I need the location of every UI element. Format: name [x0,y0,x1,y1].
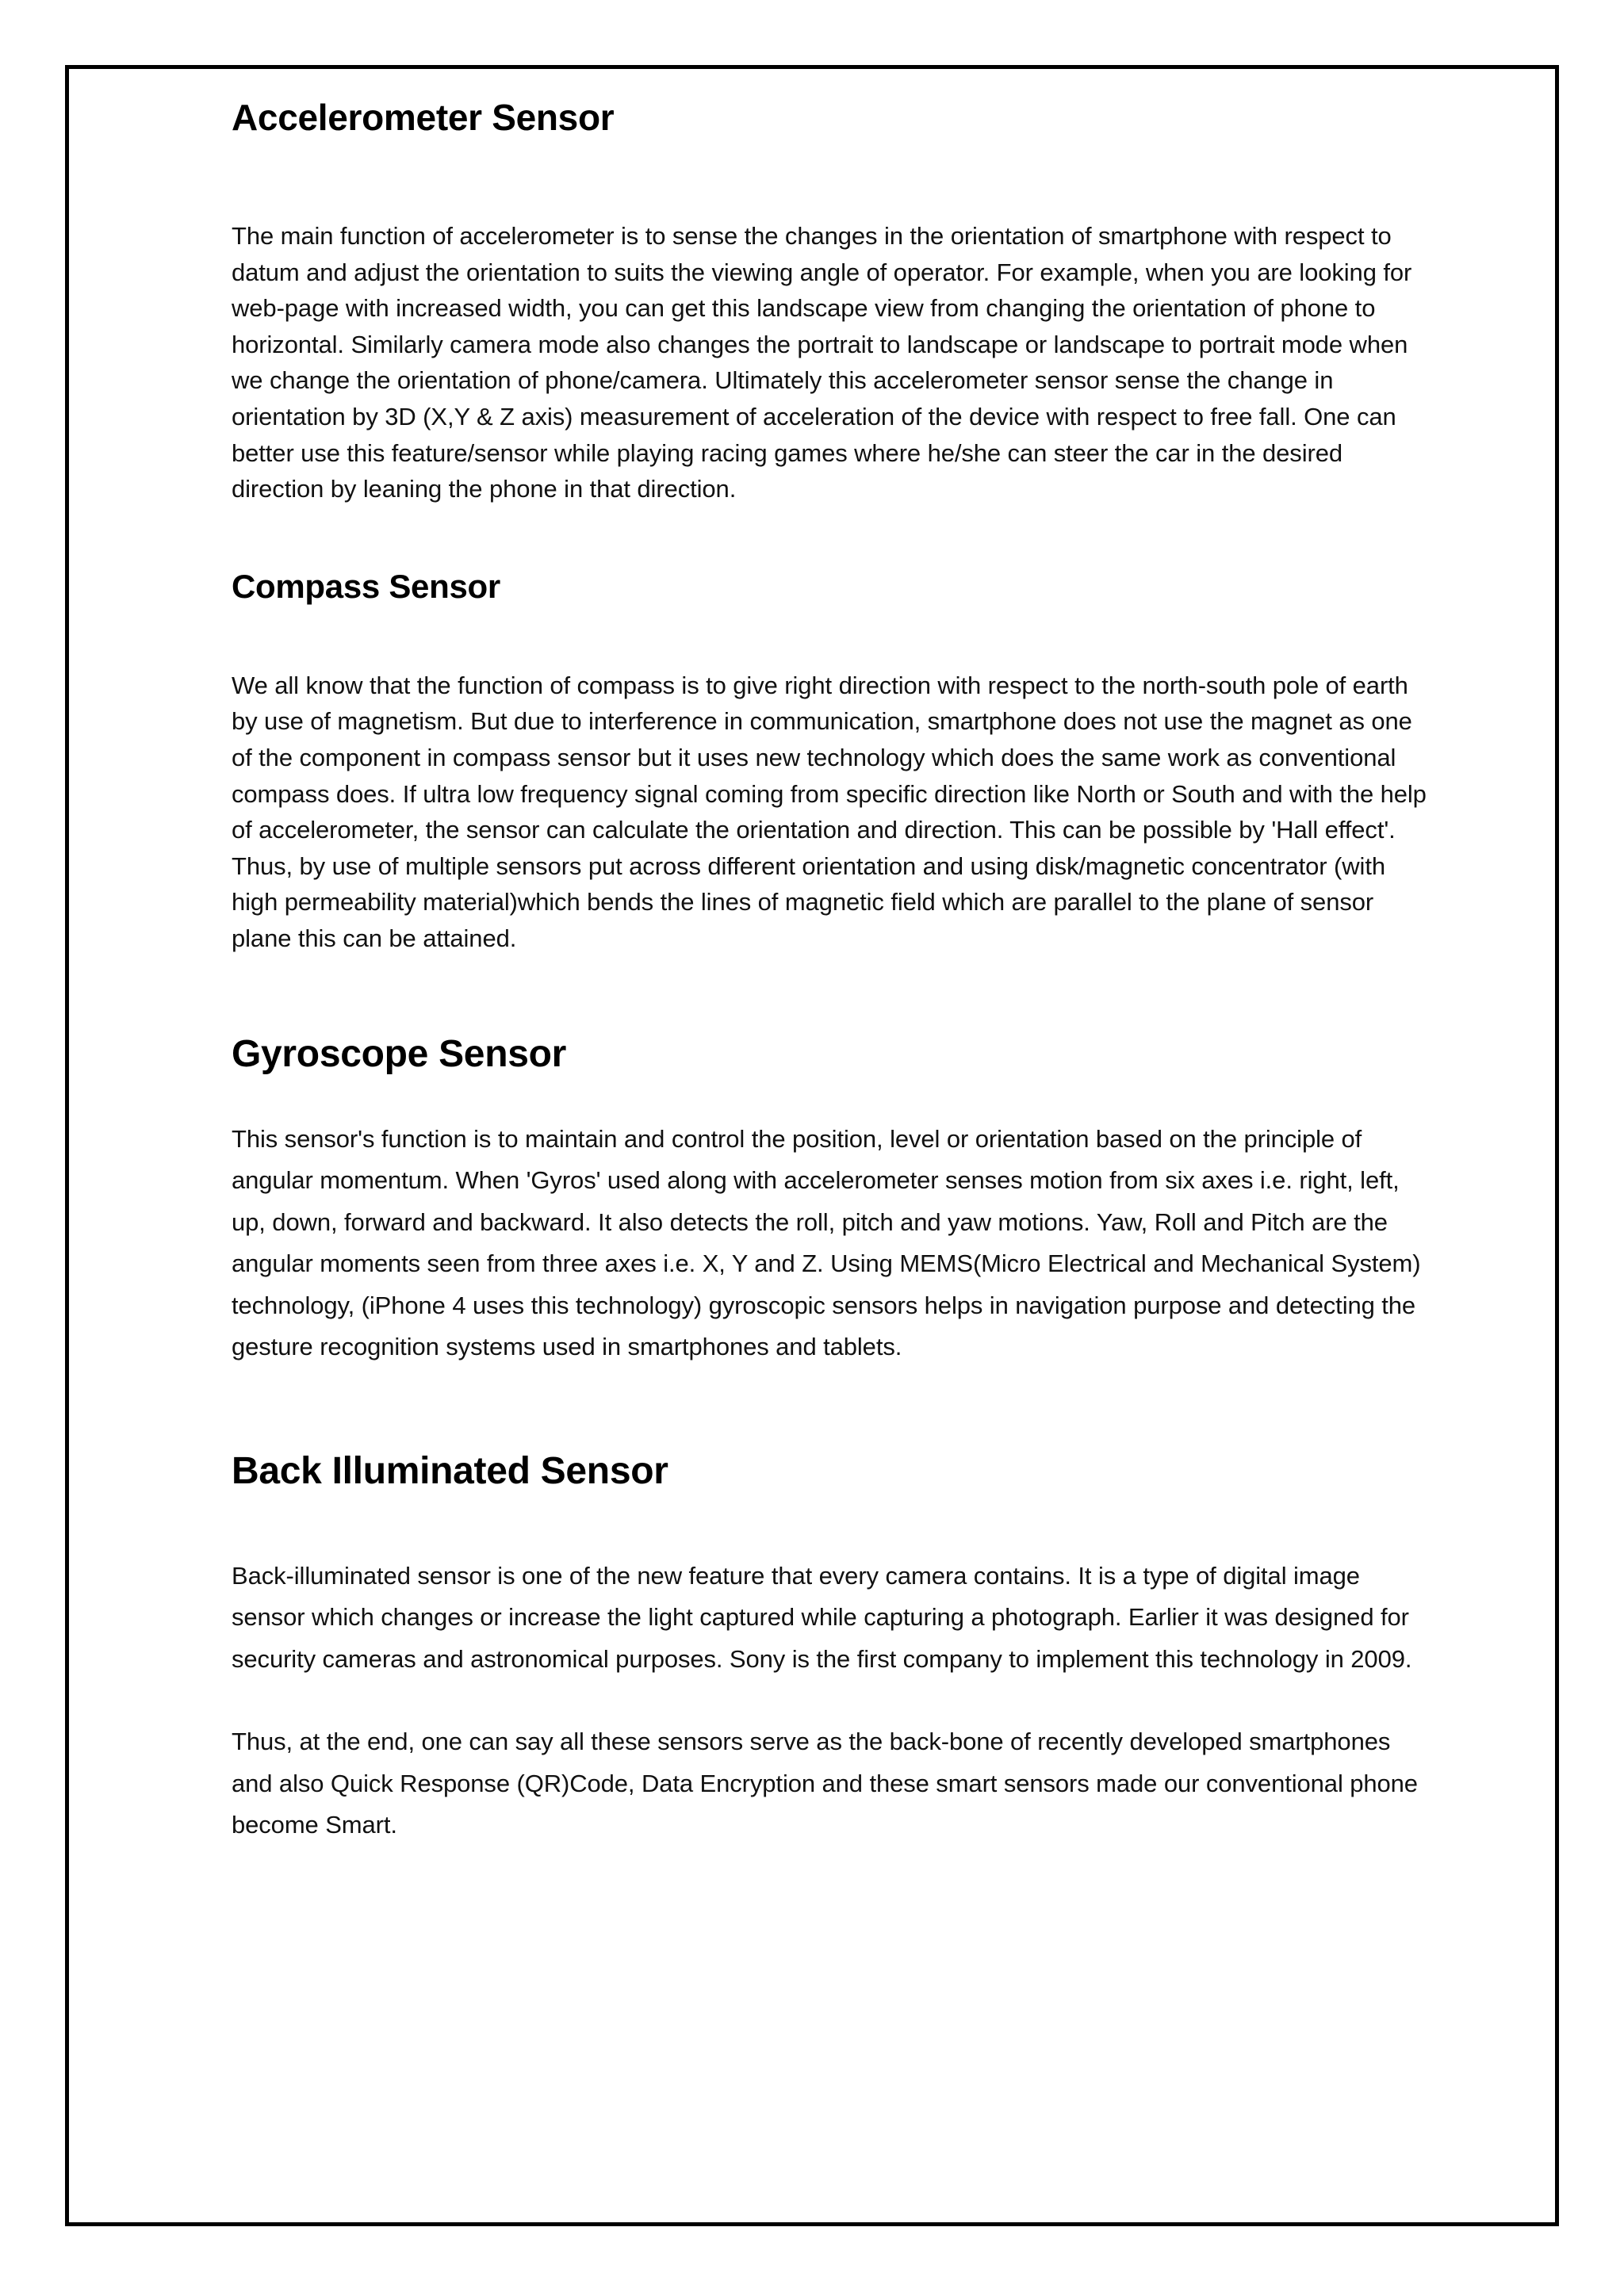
paragraph-conclusion: Thus, at the end, one can say all these sensors serve as the back-bone of recently developed smartphones and also Quick Response (QR)Code, Data Encryption and these smart sensors made our conventional phone become Smart. [232,1728,1418,1839]
paragraph-back-illuminated: Back-illuminated sensor is one of the new feature that every camera contains. It is a type of digital image sensor which changes or increase the light captured while capturing a photograph. Earlier it was designed for security cameras and astronomical purposes. Sony is the first company to implement this technology in 2009. [232,1561,1412,1673]
paragraph-gyroscope: This sensor's function is to maintain and control the position, level or orientation based on the principle of angular momentum. When 'Gyros' used along with accelerometer senses motion from six axes i.e. right, left, up, down, forward and backward. It also detects the roll, pitch and yaw motions. Yaw, Roll and Pitch are the angular moments seen from three axes i.e. X, Y and Z. Using MEMS(Micro Electrical and Mechanical System) technology, (iPhone 4 uses this technology) gyroscopic sensors helps in navigation purpose and detecting the gesture recognition systems used in smartphones and tablets. [232,1124,1421,1360]
section-heading-back-illuminated: Back Illuminated Sensor [232,1449,668,1492]
section-heading-accelerometer: Accelerometer Sensor [232,97,615,138]
section-heading-compass: Compass Sensor [232,567,500,605]
section-heading-gyroscope: Gyroscope Sensor [232,1032,567,1075]
paragraph-accelerometer: The main function of accelerometer is to sense the changes in the orientation of smartphone with respect to datum and adjust the orientation to suits the viewing angle of operator. For example, when you are looking for web-page with increased width, you can get this landscape view from changing the orientation of phone to horizontal. Similarly camera mode also changes the portrait to landscape or landscape to portrait mode when we change the orientation of phone/camera. Ultimately this accelerometer sensor sense the change in orientation by 3D (X,Y & Z axis) measurement of acceleration of the device with respect to free fall. One can better use this feature/sensor while playing racing games where he/she can steer the car in the desired direction by leaning the phone in that direction. [232,222,1412,503]
document-body [232,94,1437,1846]
paragraph-compass: We all know that the function of compass is to give right direction with respect to the north-south pole of earth by use of magnetism. But due to interference in communication, smartphone does not use the magnet as one of the component in compass sensor but it uses new technology which does the same work as conventional compass does. If ultra low frequency signal coming from specific direction like North or South and with the help of accelerometer, the sensor can calculate the orientation and direction. This can be possible by 'Hall effect'. Thus, by use of multiple sensors put across different orientation and using disk/magnetic concentrator (with high permeability material)which bends the lines of magnetic field which are parallel to the plane of sensor plane this can be attained. [232,671,1427,952]
